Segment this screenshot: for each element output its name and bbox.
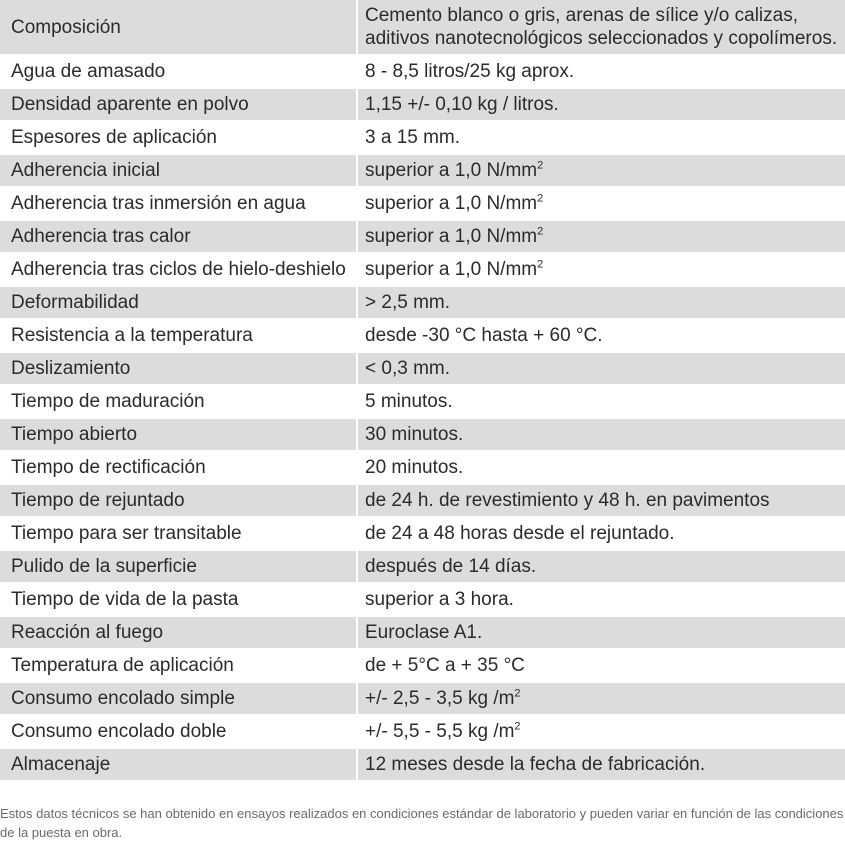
property-value-text: < 0,3 mm.: [365, 358, 450, 379]
property-value-text: 1,15 +/- 0,10 kg / litros.: [365, 94, 559, 115]
table-row: [0, 385, 845, 418]
table-row: [0, 583, 845, 616]
table-row: [0, 484, 845, 517]
table-row: [0, 55, 845, 88]
property-value: [357, 385, 845, 418]
property-value: [357, 649, 845, 682]
unit-exponent: 2: [537, 225, 544, 238]
property-label: Reacción al fuego: [0, 616, 357, 649]
property-value-text: Euroclase A1.: [365, 622, 483, 643]
property-label: Densidad aparente en polvo: [0, 88, 357, 121]
property-value-text: 20 minutos.: [365, 457, 464, 478]
table-row: [0, 253, 845, 286]
unit-exponent: 2: [537, 192, 544, 205]
property-value: [357, 583, 845, 616]
property-label: Agua de amasado: [0, 55, 357, 88]
table-row: [0, 550, 845, 583]
property-value-text: 3 a 15 mm.: [365, 127, 461, 148]
property-value: [357, 517, 845, 550]
property-label: Almacenaje: [0, 748, 357, 781]
property-label: Consumo encolado simple: [0, 682, 357, 715]
property-value-text: superior a 1,0 N/mm: [365, 259, 538, 280]
property-value-text: de 24 h. de revestimiento y 48 h. en pavimentos: [365, 490, 770, 511]
property-value: [357, 88, 845, 121]
property-value: [357, 748, 845, 781]
property-value-text: superior a 1,0 N/mm: [365, 226, 538, 247]
property-label: Tiempo de rejuntado: [0, 484, 357, 517]
table-row: [0, 187, 845, 220]
property-value-text: después de 14 días.: [365, 556, 537, 577]
property-value: [357, 682, 845, 715]
table-row: [0, 88, 845, 121]
property-value-text: superior a 3 hora.: [365, 589, 514, 610]
unit-exponent: 2: [514, 720, 521, 733]
table-row: [0, 649, 845, 682]
property-label: Tiempo para ser transitable: [0, 517, 357, 550]
property-value: [357, 0, 845, 55]
table-row: [0, 517, 845, 550]
table-row: [0, 352, 845, 385]
property-value: [357, 286, 845, 319]
table-row: [0, 682, 845, 715]
property-value-text: de + 5°C a + 35 °C: [365, 655, 525, 676]
property-value-text: +/- 2,5 - 3,5 kg /m: [365, 688, 515, 709]
property-label: Espesores de aplicación: [0, 121, 357, 154]
table-row: [0, 0, 845, 55]
table-row: [0, 154, 845, 187]
technical-data-footnote: Estos datos técnicos se han obtenido en ensayos realizados en condiciones estándar de laboratorio y pueden variar en función de las condiciones de la puesta en obra.: [0, 806, 844, 840]
property-label: Adherencia inicial: [0, 154, 357, 187]
table-row: [0, 220, 845, 253]
table-row: [0, 286, 845, 319]
property-value-text: superior a 1,0 N/mm: [365, 160, 538, 181]
unit-exponent: 2: [537, 258, 544, 271]
table-row: [0, 121, 845, 154]
property-label: Temperatura de aplicación: [0, 649, 357, 682]
table-row: [0, 319, 845, 352]
property-label: Adherencia tras ciclos de hielo-deshielo: [0, 253, 357, 286]
table-row: [0, 616, 845, 649]
property-value: [357, 154, 845, 187]
property-label: Tiempo de maduración: [0, 385, 357, 418]
property-label: Tiempo de vida de la pasta: [0, 583, 357, 616]
property-value: [357, 418, 845, 451]
table-row: [0, 451, 845, 484]
property-value-text: > 2,5 mm.: [365, 292, 450, 313]
property-value: [357, 121, 845, 154]
property-value: [357, 352, 845, 385]
property-value-text: Cemento blanco o gris, arenas de sílice y/o calizas, aditivos nanotecnológicos seleccionados y copolímeros.: [365, 5, 838, 49]
property-value: [357, 319, 845, 352]
property-label: Adherencia tras inmersión en agua: [0, 187, 357, 220]
property-label: Pulido de la superficie: [0, 550, 357, 583]
table-row: [0, 418, 845, 451]
property-value: [357, 253, 845, 286]
property-label: Tiempo de rectificación: [0, 451, 357, 484]
property-label: Deslizamiento: [0, 352, 357, 385]
property-value-text: +/- 5,5 - 5,5 kg /m: [365, 721, 515, 742]
property-value: [357, 715, 845, 748]
property-value: [357, 55, 845, 88]
property-value: [357, 220, 845, 253]
property-value: [357, 550, 845, 583]
property-label: Consumo encolado doble: [0, 715, 357, 748]
table-row: [0, 715, 845, 748]
property-label: Tiempo abierto: [0, 418, 357, 451]
property-value-text: 5 minutos.: [365, 391, 453, 412]
property-value-text: superior a 1,0 N/mm: [365, 193, 538, 214]
property-value: [357, 187, 845, 220]
property-label: Resistencia a la temperatura: [0, 319, 357, 352]
property-value-text: 12 meses desde la fecha de fabricación.: [365, 754, 706, 775]
property-value-text: desde -30 °C hasta + 60 °C.: [365, 325, 603, 346]
property-value-text: 30 minutos.: [365, 424, 464, 445]
property-value: [357, 616, 845, 649]
property-label: Deformabilidad: [0, 286, 357, 319]
property-label: Adherencia tras calor: [0, 220, 357, 253]
property-value-text: de 24 a 48 horas desde el rejuntado.: [365, 523, 675, 544]
property-value: [357, 451, 845, 484]
property-value-text: 8 - 8,5 litros/25 kg aprox.: [365, 61, 575, 82]
property-label: Composición: [0, 0, 357, 55]
property-value: [357, 484, 845, 517]
table-row: [0, 748, 845, 781]
unit-exponent: 2: [514, 687, 521, 700]
unit-exponent: 2: [537, 159, 544, 172]
